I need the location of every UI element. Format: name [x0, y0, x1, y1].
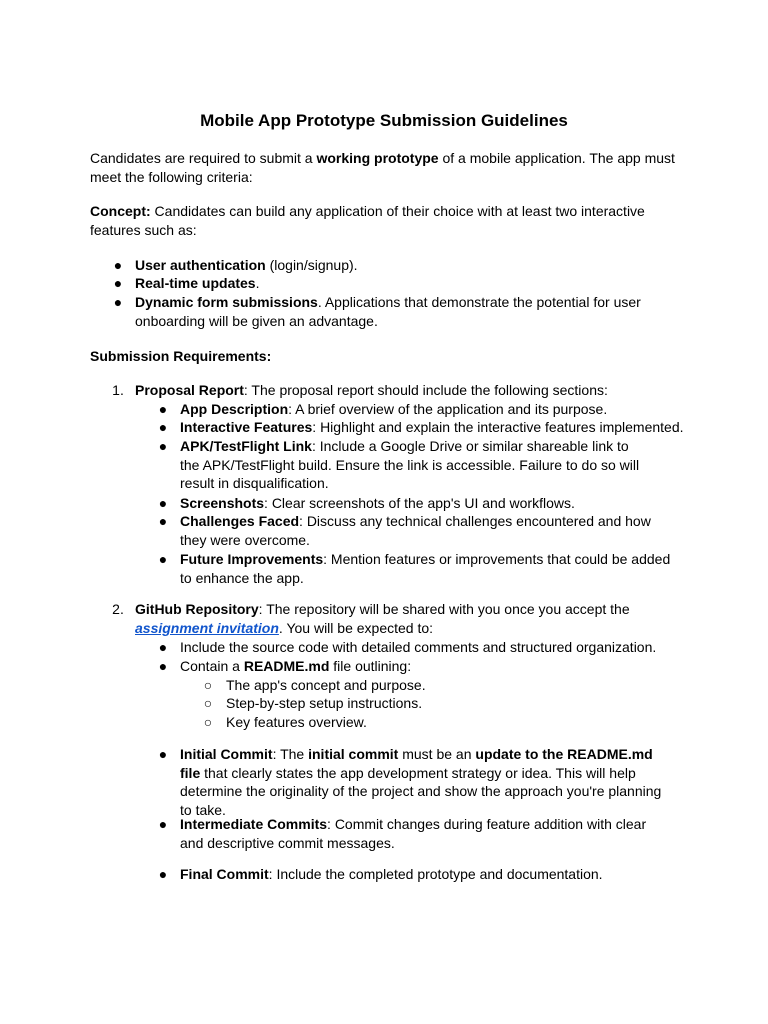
circle-bullet-icon: ○	[203, 714, 213, 730]
bullet-icon: ●	[158, 495, 168, 511]
list-item	[151, 657, 691, 676]
list-item-text: Contain a README.md file outlining:	[180, 658, 412, 674]
concept-paragraph	[90, 202, 690, 239]
intro-text: Candidates are required to submit a	[90, 150, 317, 166]
list-item	[151, 494, 691, 513]
item-number: 1.	[112, 382, 124, 398]
sub-list-item	[196, 694, 676, 713]
list-item-text: GitHub Repository: The repository will be shared with you once you accept the assignment invitation. You will be expected to:	[135, 601, 630, 636]
numbered-item-proposal	[106, 381, 686, 400]
list-item	[151, 437, 651, 493]
sub-list-item-text: Step-by-step setup instructions.	[226, 695, 423, 711]
list-item-text: Include the source code with detailed comments and structured organization.	[180, 639, 657, 655]
sub-list-item	[196, 676, 676, 695]
bullet-icon: ●	[158, 816, 168, 832]
intro-text-end: of a mobile application. The app must meet the following criteria:	[90, 150, 675, 185]
bullet-icon: ●	[158, 746, 168, 762]
list-item	[151, 865, 691, 884]
numbered-item-github	[106, 600, 646, 637]
intro-paragraph	[90, 149, 690, 186]
bullet-icon: ●	[158, 866, 168, 882]
bullet-icon: ●	[158, 513, 168, 529]
list-item	[106, 274, 666, 293]
bullet-icon: ●	[158, 438, 168, 454]
assignment-invitation-link[interactable]: assignment invitation	[135, 619, 279, 636]
bullet-icon: ●	[158, 639, 168, 655]
list-item	[151, 815, 671, 852]
list-item	[151, 400, 691, 419]
intro-bold: working prototype	[316, 150, 439, 166]
bullet-icon: ●	[113, 275, 123, 291]
list-item-text: Real-time updates.	[135, 275, 260, 291]
circle-bullet-icon: ○	[203, 695, 213, 711]
list-item	[151, 550, 671, 587]
list-item-text: Proposal Report: The proposal report should include the following sections:	[135, 382, 608, 398]
list-item	[106, 256, 666, 275]
bullet-icon: ●	[158, 551, 168, 567]
bullet-icon: ●	[158, 401, 168, 417]
sub-list-item-text: The app's concept and purpose.	[226, 677, 426, 693]
list-item-text: Challenges Faced: Discuss any technical challenges encountered and how they were overcome.	[180, 513, 651, 548]
list-item-text: Final Commit: Include the completed prototype and documentation.	[180, 866, 603, 882]
list-item-text: User authentication (login/signup).	[135, 257, 358, 273]
list-item	[151, 745, 676, 819]
list-item	[151, 512, 681, 549]
list-item	[151, 418, 691, 437]
bullet-icon: ●	[113, 257, 123, 273]
sub-list-item-text: Key features overview.	[226, 714, 367, 730]
bullet-icon: ●	[113, 294, 123, 310]
sub-list-item	[196, 713, 676, 732]
list-item-text: Future Improvements: Mention features or improvements that could be added to enhance the app.	[180, 551, 671, 586]
list-item-text: APK/TestFlight Link: Include a Google Drive or similar shareable link to the APK/TestFlight build. Ensure the link is accessible. Failure to do so will result in disqualification.	[180, 438, 640, 492]
list-item-text: Intermediate Commits: Commit changes during feature addition with clear and descriptive commit messages.	[180, 816, 647, 851]
list-item-text: App Description: A brief overview of the application and its purpose.	[180, 401, 608, 417]
list-item-text: Dynamic form submissions. Applications that demonstrate the potential for user onboarding will be given an advantage.	[135, 294, 641, 329]
item-number: 2.	[112, 601, 124, 617]
page-title: Mobile App Prototype Submission Guidelines	[200, 111, 568, 130]
bullet-icon: ●	[158, 419, 168, 435]
circle-bullet-icon: ○	[203, 677, 213, 693]
list-item-text: Interactive Features: Highlight and explain the interactive features implemented.	[180, 419, 684, 435]
concept-text: Candidates can build any application of their choice with at least two interactive features such as:	[90, 203, 645, 238]
list-item	[106, 293, 646, 330]
list-item-text: Screenshots: Clear screenshots of the app's UI and workflows.	[180, 495, 575, 511]
concept-label: Concept:	[90, 203, 151, 219]
list-item	[151, 638, 711, 657]
bullet-icon: ●	[158, 658, 168, 674]
section-heading: Submission Requirements:	[90, 348, 272, 364]
list-item-text: Initial Commit: The initial commit must be an update to the README.md file that clearly states the app development strategy or idea. This will help determine the originality of the project and show the approach you're planning to take.	[180, 746, 662, 818]
